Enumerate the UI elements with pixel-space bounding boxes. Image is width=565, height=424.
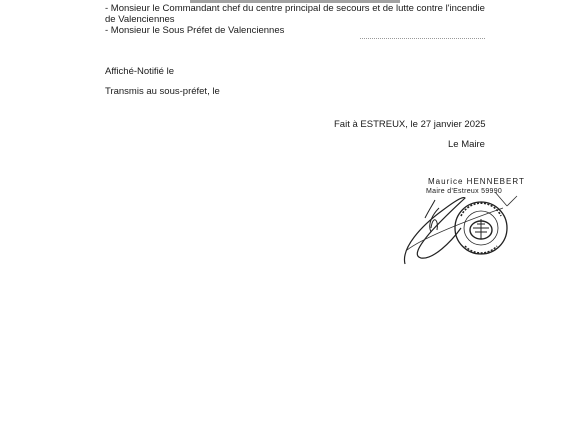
transmis-sous-prefet-label: Transmis au sous-préfet, le: [105, 86, 220, 97]
mayor-name: Maurice HENNEBERT: [428, 177, 525, 186]
recipient-line-1: - Monsieur le Commandant chef du centre principal de secours et de lutte contre l'incendie: [105, 3, 485, 14]
scan-artifact: [360, 38, 485, 40]
signature-and-seal: [403, 188, 521, 266]
affiche-notifie-label: Affiché-Notifié le: [105, 66, 174, 77]
mayor-title: Le Maire: [448, 139, 485, 150]
signature-icon: [404, 198, 465, 264]
stamp-caption: Maire d'Estreux 59990: [426, 188, 503, 195]
recipient-line-2: de Valenciennes: [105, 14, 175, 25]
mairie-seal: [455, 202, 507, 254]
place-date: Fait à ESTREUX, le 27 janvier 2025: [334, 119, 486, 130]
recipient-line-3: - Monsieur le Sous Préfet de Valenciennes: [105, 25, 285, 36]
